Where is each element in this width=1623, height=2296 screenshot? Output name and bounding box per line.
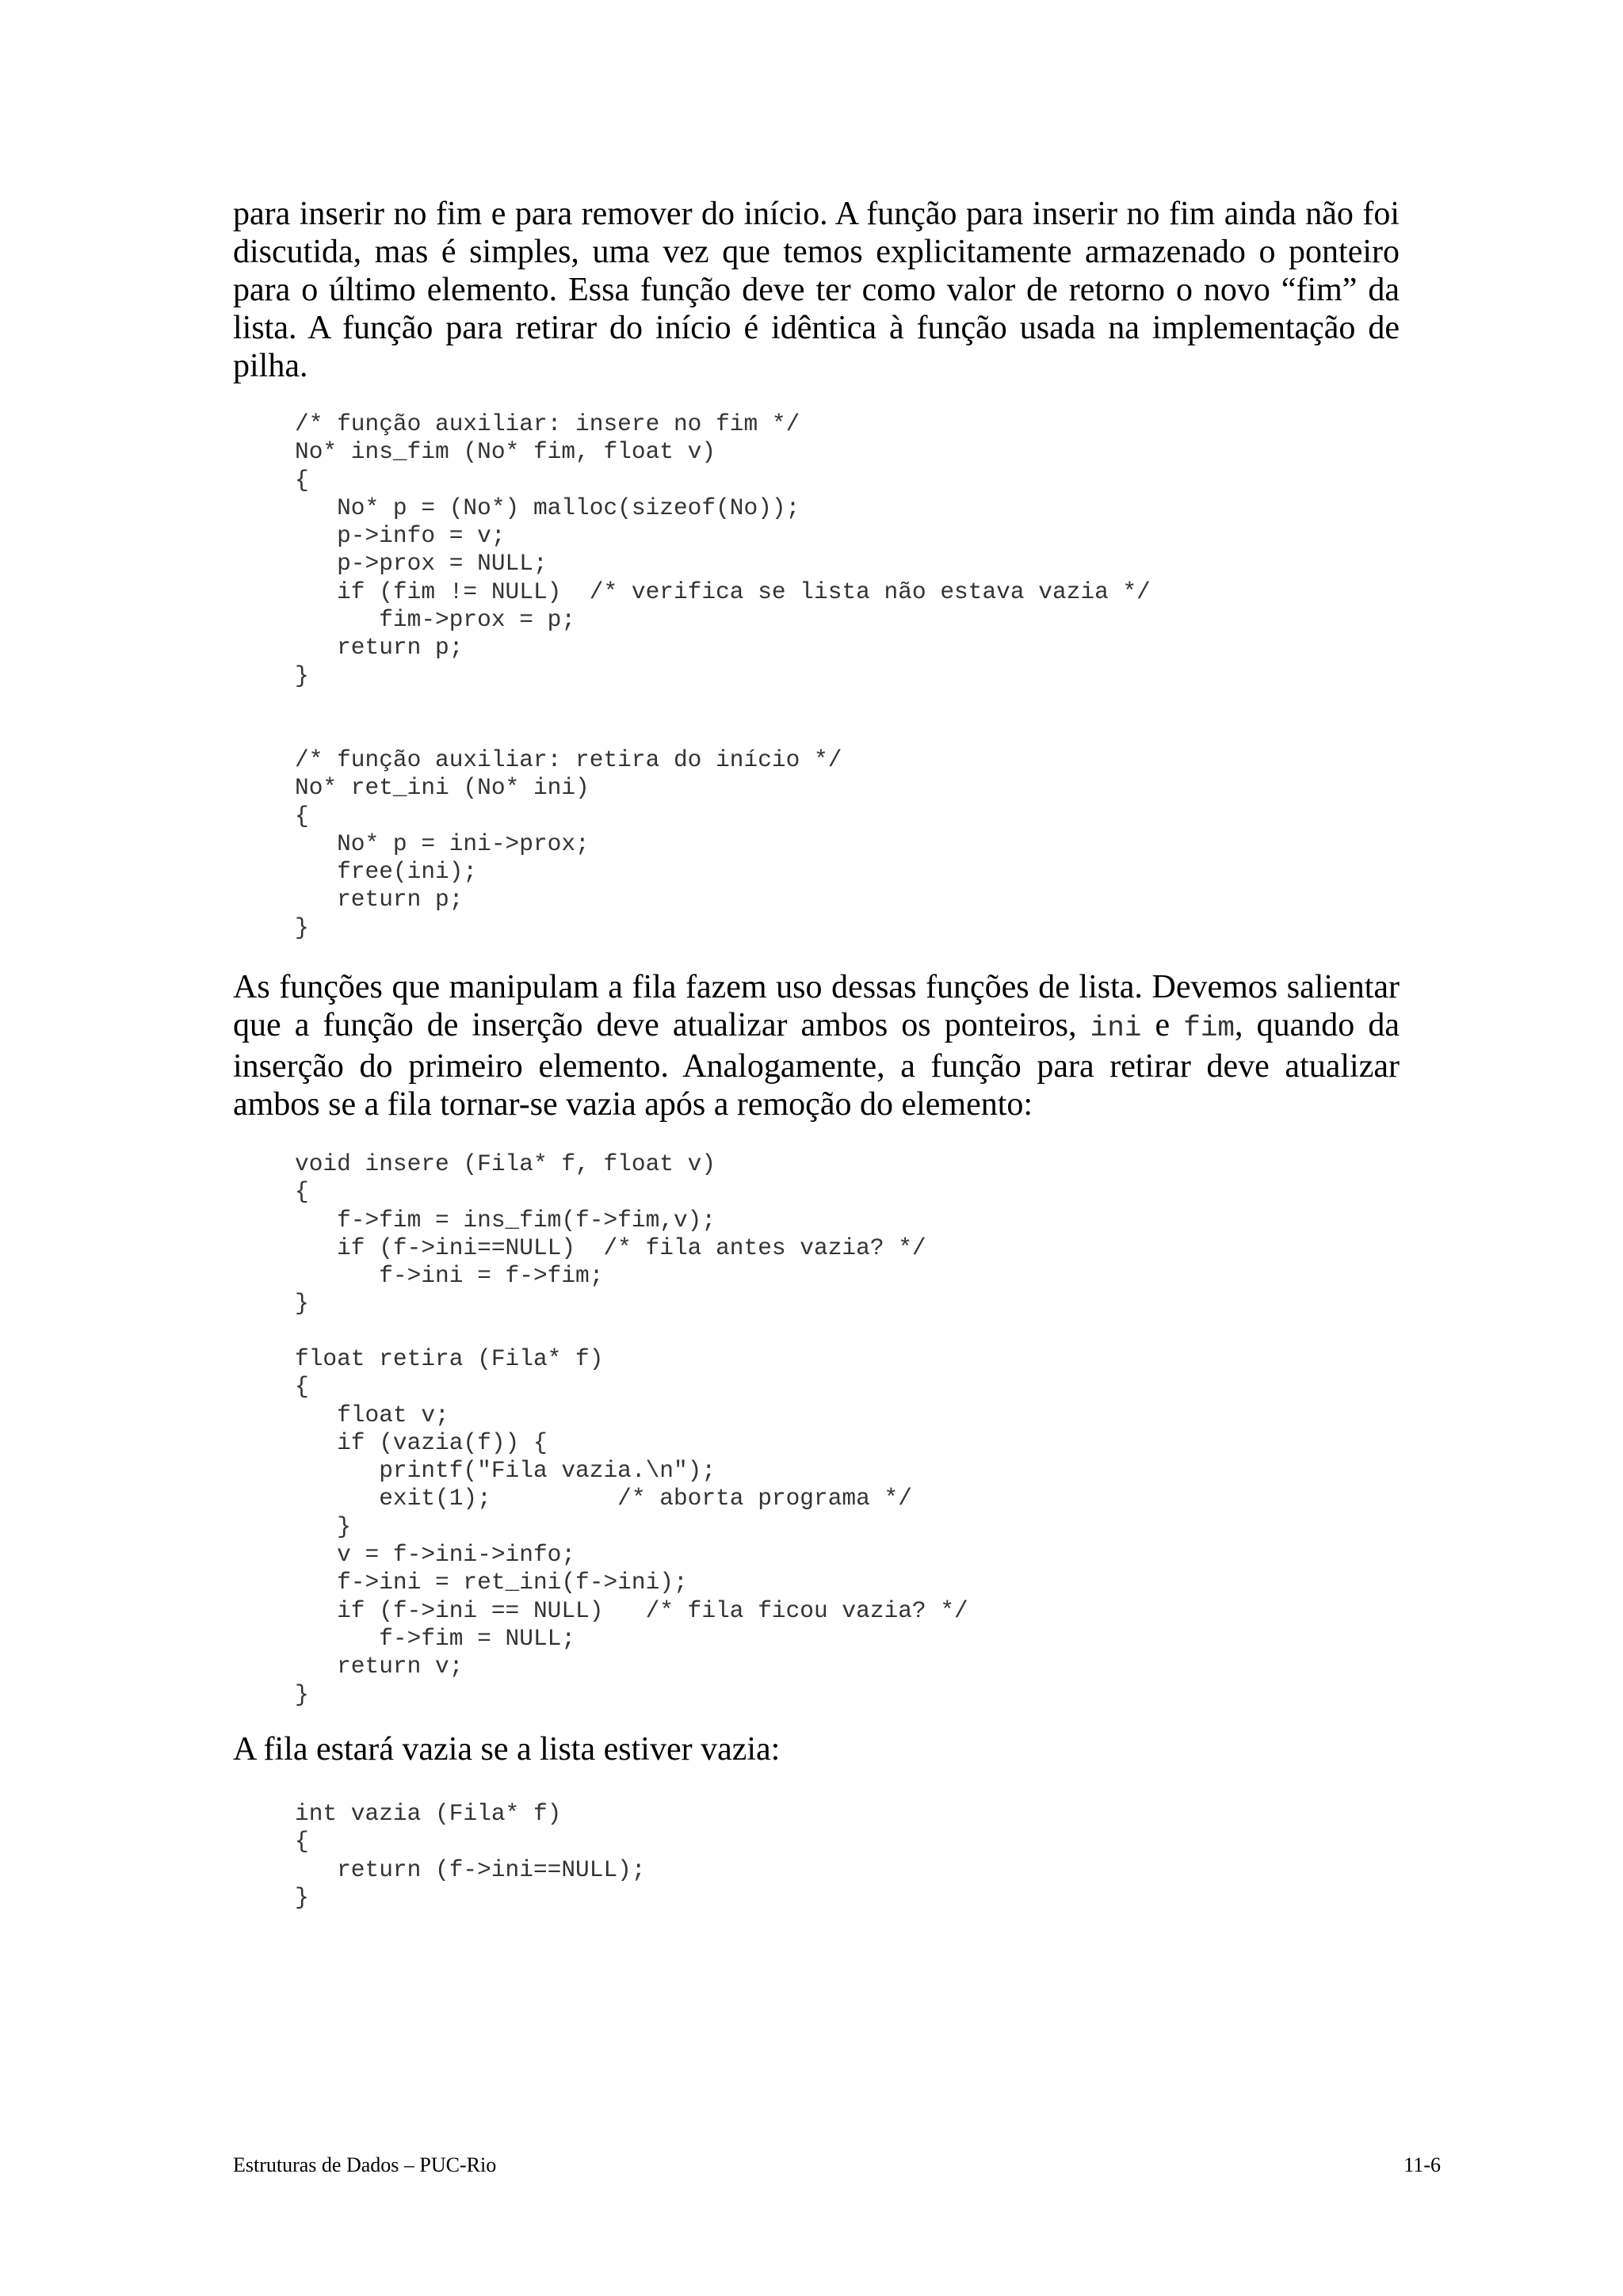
- inline-code-fim: fim: [1183, 1012, 1235, 1044]
- footer-title: Estruturas de Dados – PUC-Rio: [233, 2153, 497, 2176]
- code-block-insere: void insere (Fila* f, float v) { f->fim = ins_fim(f->fim,v); if (f->ini==NULL) /* fila antes vazia? */ f->ini = f->fim; }: [295, 1150, 926, 1318]
- paragraph-line: inserção do primeiro elemento. Analogamente, a função para retirar deve atualizar: [233, 1048, 1400, 1085]
- code-block-retira: float retira (Fila* f) { float v; if (vazia(f)) { printf("Fila vazia.\n"); exit(1); /* aborta programa */ } v = f->ini->info; f->ini = ret_ini(f->ini); if (f->ini == NULL) /* fila ficou vazia? */ f->fim = NULL; return v; }: [295, 1345, 968, 1708]
- paragraph-line: pilha.: [233, 348, 308, 384]
- paragraph-vazia: [233, 1730, 1400, 1768]
- paragraph-text: , quando da: [1235, 1007, 1400, 1043]
- paragraph-line: lista. A função para retirar do início é idêntica à função usada na implementação de: [233, 310, 1400, 346]
- paragraph-intro: [233, 195, 1400, 385]
- paragraph-line: ambos se a fila tornar-se vazia após a remoção do elemento:: [233, 1086, 1033, 1123]
- code-block-ret-ini: /* função auxiliar: retira do início */ No* ret_ini (No* ini) { No* p = ini->prox; free(ini); return p; }: [295, 746, 842, 941]
- paragraph-functions: [233, 968, 1400, 1123]
- paragraph-text: e: [1141, 1007, 1184, 1043]
- paragraph-line: para o último elemento. Essa função deve ter como valor de retorno o novo “fim” da: [233, 272, 1400, 308]
- paragraph-text: que a função de inserção deve atualizar ambos os ponteiros,: [233, 1007, 1090, 1043]
- code-block-vazia: int vazia (Fila* f) { return (f->ini==NULL); }: [295, 1800, 646, 1911]
- paragraph-line: discutida, mas é simples, uma vez que temos explicitamente armazenado o ponteiro: [233, 234, 1400, 270]
- paragraph-line: para inserir no fim e para remover do início. A função para inserir no fim ainda não foi: [233, 196, 1400, 232]
- paragraph-line: As funções que manipulam a fila fazem uso dessas funções de lista. Devemos salientar: [233, 969, 1400, 1005]
- paragraph-line: [233, 1006, 1400, 1047]
- paragraph-line: A fila estará vazia se a lista estiver vazia:: [233, 1731, 781, 1768]
- code-block-ins-fim: /* função auxiliar: insere no fim */ No* ins_fim (No* fim, float v) { No* p = (No*) malloc(sizeof(No)); p->info = v; p->prox = NULL; if (fim != NULL) /* verifica se lista não estava vazia */ fim->prox = p; return p; }: [295, 410, 1151, 689]
- inline-code-ini: ini: [1090, 1012, 1142, 1044]
- footer-page-number: 11-6: [1403, 2153, 1441, 2176]
